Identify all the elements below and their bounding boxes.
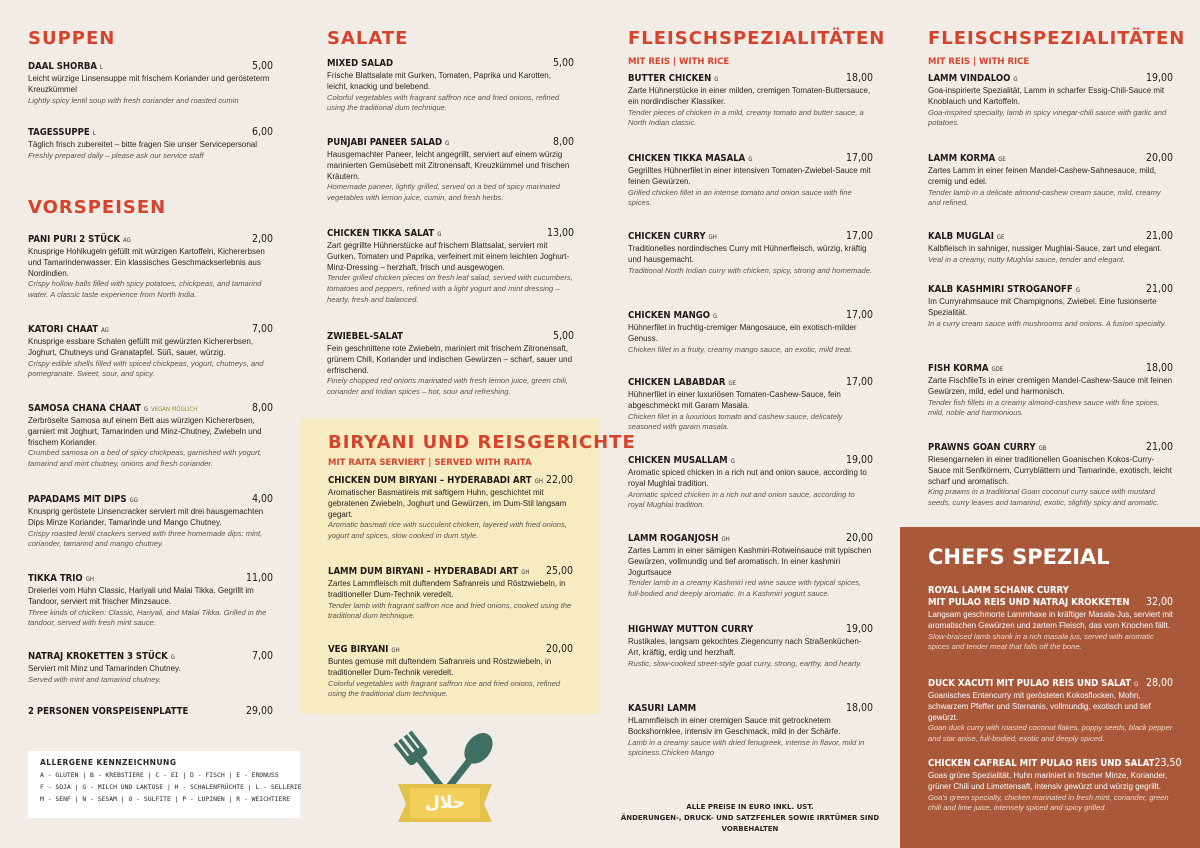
item-description-en: Colorful vegetables with fragrant saffron rice and fried onions, refined using the traditional dum technique.: [328, 678, 561, 699]
section-title-fleisch-1: FLEISCHSPEZIALITÄTEN: [628, 28, 886, 49]
menu-item-duck-xacuti: [928, 677, 1173, 745]
item-price: 32,00: [1145, 596, 1173, 608]
item-description-en: Finely chopped red onions marinated with fresh lemon juice, green chili, coriander and Indian spices – hot, sour and refreshing.: [327, 376, 569, 397]
item-name: CHICKEN MUSALLAM: [628, 455, 728, 466]
allergen-codes: GB: [1038, 445, 1047, 452]
item-description-de: Knusprige Hohlkugeln gefüllt mit würzigen Kartoffeln, Kichererbsen und Tamarindenwasser. Ein klassisches Geschmackserlebnis aus Nordindien.: [28, 247, 265, 278]
menu-item-chicken-dum-biryani: [328, 474, 573, 542]
item-description-en: Tender grilled chicken pieces on fresh leaf salad, served with cucumbers, tomatoes and peppers, refined with a light yogurt and mint dressing – hearty, fresh and balanced.: [327, 273, 573, 304]
allergen-codes: GH: [85, 576, 94, 583]
item-price: 13,00: [546, 227, 574, 239]
menu-item-chicken-mango: [628, 309, 873, 355]
menu-item-chicken-musallam: [628, 454, 873, 511]
menu-item-punjabi-paneer-salad: [327, 136, 574, 204]
item-description-de: Zart gegrillte Hühnerstücke auf frischem Blattsalat, serviert mit Gurken, Tomaten und Paprika, verfeinert mit einem leichten Joghurt-Minz-Dressing – herzhaft, frisch und ausgewogen.: [327, 241, 570, 272]
menu-item-katori-chaat: [28, 323, 273, 380]
item-name: LAMM ROGANJOSH: [628, 533, 719, 544]
item-name: PAPADAMS MIT DIPS: [28, 494, 127, 505]
item-price: 8,00: [251, 402, 273, 414]
allergen-codes: L: [92, 130, 96, 137]
item-description-de: Aromatischer Basmatireis mit saftigem Huhn, geschichtet mit gebratenen Zwiebeln, Joghurt und Gewürzen, im Dum-Stil langsam gegart.: [328, 488, 567, 519]
item-description-en: Traditional North Indian curry with chicken, spicy, strong and homemade.: [628, 265, 873, 275]
item-description-de: Goa-inspirierte Spezialität, Lamm in scharfer Essig-Chili-Sauce mit Knoblauch und Kartoffeln.: [928, 86, 1165, 106]
allergen-legend-title: ALLERGENE KENNZEICHNUNG: [40, 758, 177, 767]
menu-item-mixed-salad: [327, 57, 574, 114]
item-name: LAMM KORMA: [928, 153, 996, 164]
allergen-codes: GH: [721, 536, 730, 543]
allergen-codes: G: [748, 156, 753, 163]
menu-item-vorspeisenplatte: [28, 705, 273, 717]
item-price: 5,00: [552, 57, 574, 69]
menu-item-chicken-cafreal: [928, 757, 1182, 814]
item-price: 17,00: [845, 152, 873, 164]
item-name: FISH KORMA: [928, 363, 989, 374]
item-description-de: Zerbröselte Samosa auf einem Bett aus würzigen Kichererbsen, garniert mit Joghurt, Tamarinden und Minz-Chutney, Zwiebeln und frischem Koriander.: [28, 416, 262, 447]
item-description-de: Zarte FischfileTs in einer cremigen Mandel-Cashew-Sauce mit feinen Gewürzen, mild, edel und harmonisch.: [928, 376, 1173, 396]
menu-item-highway-mutton-curry: [628, 623, 873, 669]
allergen-codes: G: [1134, 681, 1139, 688]
item-name: KATORI CHAAT: [28, 324, 99, 335]
item-name: LAMM DUM BIRYANI – HYDERABADI ART: [328, 566, 519, 577]
item-description-de: Hühnerfilet in fruchtig-cremiger Mangosauce, ein exotisch-milder Genuss.: [628, 323, 857, 343]
menu-item-lamm-vindaloo: [928, 72, 1173, 129]
item-description-en: Crispy hollow balls filled with spicy potatoes, chickpeas, and tamarind water. A classic taste experience from North India.: [28, 279, 262, 300]
item-price: 7,00: [251, 650, 273, 662]
item-description-en: Goa-inspired specialty, lamb in spicy vinegar-chili sauce with garlic and potatoes.: [928, 107, 1167, 128]
item-price: 18,00: [1145, 362, 1173, 374]
item-name: DAAL SHORBA: [28, 61, 98, 72]
menu-item-lamm-dum-biryani: [328, 565, 573, 622]
item-description-en: Goa's green specialty, chicken marinated in fresh mint, coriander, green chili and lime juice, intensely spiced and spicy grilled.: [928, 792, 1169, 813]
item-name: CHICKEN CURRY: [628, 231, 706, 242]
item-description-en: Crispy roasted lentil crackers served with three homemade dips: mint, coriander, tamarind and mango chutney.: [28, 528, 263, 549]
item-name: CHICKEN TIKKA SALAT: [327, 228, 435, 239]
item-description-en: Chicken filet in a luxurious tomato and cashew sauce, delicately seasoned with garam masala.: [628, 411, 843, 432]
item-description-de: Dreierlei vom Huhn Classic, Hariyali und Malai Tikka. Gegrillt im Tandoor, serviert mit frischer Minzsauce.: [28, 586, 254, 606]
item-description-de: Gegrilltes Hühnerfilet in einer intensiven Tomaten-Zwiebel-Sauce mit feinen Gewürzen.: [628, 166, 871, 186]
menu-item-chicken-curry: [628, 230, 873, 276]
item-description-de: Buntes gemuse mit duftendem Safranreis und Röstzwiebeln, in traditioneller Dum-Technik veredelt.: [328, 657, 552, 677]
menu-item-kalb-kashmiri-stroganoff: [928, 283, 1173, 329]
item-name: PANI PURI 2 STÜCK: [28, 234, 120, 245]
item-description-de: Zartes Lammfleisch mit duftendem Safranreis und Röstzwiebeln, in traditioneller Dum-Technik veredelt.: [328, 579, 566, 599]
item-price: 4,00: [251, 493, 273, 505]
allergen-codes: AG: [123, 237, 131, 244]
allergen-codes: L: [100, 64, 104, 71]
item-price: 8,00: [552, 136, 574, 148]
section-title-vorspeisen: VORSPEISEN: [28, 197, 167, 218]
item-description-en: Crispy edible shells filled with spiced chickpeas, yogurt, chutneys, and pomegranate. Sweet, sour, and spicy.: [28, 358, 264, 379]
allergen-codes: G: [1075, 287, 1080, 294]
item-name: TAGESSUPPE: [28, 127, 90, 138]
allergen-codes: G: [714, 76, 719, 83]
item-description-en: Aromatic basmati rice with succulent chicken, layered with fried onions, yogurt and spices, slow cooked in dum style.: [328, 520, 567, 541]
item-price: 21,00: [1145, 230, 1173, 242]
section-title-salate: SALATE: [327, 28, 409, 49]
item-name: CHICKEN DUM BIRYANI – HYDERABADI ART: [328, 475, 532, 486]
item-description-en: Lamb in a creamy sauce with dried fenugreek, intense in flavor, mild in spiciness.Chicken Mango: [628, 737, 865, 758]
menu-item-papadams: [28, 493, 273, 550]
biryani-section: [300, 418, 636, 714]
allergen-legend-line: A - GLUTEN | B - KREBSTIERE | C - EI | D - FISCH | E - ERDNUSS: [40, 771, 279, 779]
menu-item-royal-lamm-schank: [928, 585, 1173, 653]
item-description-de: Fein geschnittene rote Zwiebeln, mariniert mit frischem Zitronensaft, grünem Chili, Koriander und indischen Gewürzen – scharf, sauer und erfrischend.: [327, 344, 573, 375]
item-description-en: Served with mint and tamarind chutney.: [28, 674, 161, 684]
item-description-de: Im Curryrahmsauce mit Champignons, Zwiebel. Eine fusionserte Spezialität.: [928, 297, 1157, 317]
item-price: 21,00: [1145, 283, 1173, 295]
item-description-en: Tender lamb in a delicate almond-cashew cream sauce, mild, creamy and refined.: [928, 187, 1161, 208]
allergen-legend-line: M - SENF | N - SESAM | O - SULFITE | P - LUPINEN | R - WEICHTIERE: [40, 795, 291, 803]
item-description-en: Lightly spicy lentil soup with fresh coriander and roasted cumin: [28, 95, 239, 105]
item-description-de: Serviert mit Minz und Tamarinden Chutney.: [28, 664, 181, 673]
item-price: 25,00: [545, 565, 573, 577]
item-name: VEG BIRYANI: [328, 644, 389, 655]
item-description-en: Chicken fillet in a fruity, creamy mango sauce, an exotic, mild treat.: [628, 344, 853, 354]
item-price: 19,00: [1145, 72, 1173, 84]
item-name: MIXED SALAD: [327, 58, 394, 69]
item-description-en: Homemade paneer, lightly grilled, served on a bed of spicy marinated vegetables with lemon juice, cumin, and fresh herbs.: [327, 182, 561, 203]
vegan-badge: VEGAN MÖGLICH: [151, 406, 198, 413]
item-price: 18,00: [845, 702, 873, 714]
menu-item-fish-korma: [928, 362, 1173, 419]
menu-item-lamm-korma: [928, 152, 1173, 209]
halal-text: حلال: [425, 793, 465, 813]
item-name: ROYAL LAMM SCHANK CURRY: [928, 585, 1069, 596]
price-disclaimer-line: ALLE PREISE IN EURO INKL. UST.: [686, 803, 814, 811]
section-title-fleisch-2: FLEISCHSPEZIALITÄTEN: [928, 28, 1186, 49]
allergen-legend-line: F - SOJA | G - MILCH UND LAKTOSE | H - SCHALENFRÜCHTE | L - SELLERIE: [40, 783, 302, 791]
item-description-en: Tender pieces of chicken in a mild, creamy tomato and butter sauce, a North Indian classic.: [628, 107, 864, 128]
item-description-en: Colorful vegetables with fragrant saffron rice and fried onions, refined using the traditional dum technique.: [327, 92, 560, 113]
allergen-codes: GH: [708, 234, 717, 241]
item-name: KALB MUGLAI: [928, 231, 994, 242]
allergen-codes: GDE: [991, 366, 1004, 373]
allergen-codes: GG: [129, 497, 138, 504]
item-description-en: Freshly prepared daily – please ask our service staff: [28, 150, 204, 160]
menu-item-pani-puri: [28, 233, 273, 301]
item-description-de: Leicht würzige Linsensuppe mit frischem Koriander und gerösteterm Kreuzkümmel: [28, 74, 270, 94]
item-name: PRAWNS GOAN CURRY: [928, 442, 1036, 453]
item-price: 19,00: [845, 454, 873, 466]
section-title-biryani: BIRYANI UND REISGERICHTE: [328, 432, 636, 453]
menu-item-natraj-kroketten: [28, 650, 273, 686]
chefs-special-section: [900, 527, 1200, 848]
menu-item-tagessuppe: [28, 126, 273, 162]
price-disclaimer: [600, 802, 900, 835]
allergen-codes: GE: [998, 156, 1006, 163]
item-description-en: Grilled chicken fillet in an intense tomato and onion sauce with fine spices.: [628, 187, 852, 208]
price-disclaimer-line: ÄNDERUNGEN-, DRUCK- UND SATZFEHLER SOWIE IRRTÜMER SIND VORBEHALTEN: [620, 814, 880, 833]
item-name-line2: MIT PULAO REIS UND NATRAJ KROKKETEN: [928, 597, 1130, 608]
menu-item-samosa-chana-chaat: [28, 402, 273, 470]
allergen-codes: GE: [728, 380, 737, 387]
item-description-de: Zartes Lamm in einer feinen Mandel-Cashew-Sahnesauce, mild, cremig und edel.: [928, 166, 1157, 186]
item-description-en: King prawns in a traditional Goan coconut curry sauce with mustard seeds, curry leaves and tamarind, exotic, slightly spicy and aromatic.: [928, 487, 1159, 508]
item-name: KALB KASHMIRI STROGANOFF: [928, 284, 1073, 295]
item-price: 17,00: [845, 230, 873, 242]
item-price: 2,00: [251, 233, 273, 245]
menu-item-lamm-roganjosh: [628, 532, 873, 600]
allergen-codes: G: [445, 140, 450, 147]
item-price: 5,00: [251, 60, 273, 72]
section-title-chefs: CHEFS SPEZIAL: [928, 545, 1110, 569]
menu-item-daal-shorba: [28, 60, 273, 106]
item-price: 7,00: [251, 323, 273, 335]
allergen-legend: [28, 751, 300, 818]
item-price: 19,00: [845, 623, 873, 635]
allergen-codes: GH: [521, 569, 530, 576]
item-description-de: Langsam geschmorte Lammhaxe in kräftiger Masala-Jus, serviert mit aromatischen Gewürzen und zartem Fleisch, das vom Knochen fällt.: [928, 610, 1173, 630]
section-subtitle-biryani: MIT RAITA SERVIERT | SERVED WITH RAITA: [328, 458, 532, 468]
item-name: DUCK XACUTI MIT PULAO REIS UND SALAT: [928, 678, 1132, 689]
item-description-en: Tender lamb in a creamy Kashmiri red wine sauce with typical spices, full-bodied and deeply aromatic. In a Kashmiri yogurt sauce.: [628, 578, 862, 599]
allergen-codes: G: [437, 231, 442, 238]
menu-item-butter-chicken: [628, 72, 873, 129]
item-description-de: Zartes Lamm in einer sämigen Kashmiri-Rotweinsauce mit typischen Gewürzen, vollmundig und tief aromatisch. In einer kashmiri Jogurtsauce: [628, 546, 872, 577]
item-price: 17,00: [845, 309, 873, 321]
item-description-de: Goas grüne Spezialität, Huhn mariniert in frischer Minze, Koriander, grüner Chili und Limettensaft, intensiv gewürzt und würzig gegrillt.: [928, 771, 1168, 791]
item-description-de: Frische Blattsalate mit Gurken, Tomaten, Paprika und Karotten, leicht, knackig und belebend.: [327, 71, 551, 91]
item-description-de: Aromatic spiced chicken in a rich nut and onion sauce, according to royal Mughlai tradition.: [628, 468, 867, 488]
halal-logo: [380, 722, 510, 832]
item-name: CHICKEN LABABDAR: [628, 377, 726, 388]
section-title-suppen: SUPPEN: [28, 28, 116, 49]
item-name: ZWIEBEL-SALAT: [327, 331, 403, 342]
item-name: SAMOSA CHANA CHAAT: [28, 403, 141, 414]
allergen-codes: AG: [101, 327, 109, 334]
menu-item-chicken-lababdar: [628, 376, 873, 433]
item-description-de: Goanisches Entencurry mit gerösteten Kokosflocken, Mohn, schwarzem Pfeffer und Sternanis, vollmundig, exotisch und tief gewürzt.: [928, 691, 1151, 722]
item-description-de: HLammfleisch in einer cremigen Sauce mit getrocknetem Bockshornklee, intensiv im Geschmack, mild in der Schärfe.: [628, 716, 841, 736]
item-description-en: Tender fish fillets in a creamy almond-cashew sauce with fine spices, mild, noble and harmonious.: [928, 397, 1160, 418]
item-description-en: Aromatic spiced chicken in a rich nut and onion sauce, according to royal Mughlai tradition.: [628, 489, 855, 510]
item-description-de: Rustikales, langsam gekochtes Ziegencurry nach Straßenküchen-Art, kräftig, erdig und herzhaft.: [628, 637, 862, 657]
item-price: 5,00: [552, 330, 574, 342]
item-price: 28,00: [1145, 677, 1173, 689]
item-description-en: Goan duck curry with roasted coconut flakes, poppy seeds, black pepper and star anise, full-bodied, exotic and deeply spiced.: [928, 723, 1173, 744]
menu-item-veg-biryani: [328, 643, 573, 700]
item-price: 20,00: [845, 532, 873, 544]
item-name: NATRAJ KROKETTEN 3 STÜCK: [28, 651, 168, 662]
item-description-de: Täglich frisch zubereitet – bitte fragen Sie unser Servicepersonal: [28, 140, 258, 149]
allergen-codes: G: [713, 313, 718, 320]
item-name: HIGHWAY MUTTON CURRY: [628, 624, 754, 635]
allergen-codes: GH: [391, 647, 400, 654]
item-description-de: Traditionelles nordindisches Curry mit Hühnerfleisch, würzig, kräftig und hausgemacht.: [628, 244, 867, 264]
item-price: 18,00: [845, 72, 873, 84]
item-name: 2 PERSONEN VORSPEISENPLATTE: [28, 706, 189, 717]
item-price: 22,00: [545, 474, 573, 486]
menu-item-tikka-trio: [28, 572, 273, 629]
item-price: 11,00: [245, 572, 273, 584]
item-price: 20,00: [545, 643, 573, 655]
allergen-codes: GH: [534, 478, 543, 485]
item-name: LAMM VINDALOO: [928, 73, 1011, 84]
menu-item-kasuri-lamm: [628, 702, 873, 759]
allergen-codes: G: [730, 458, 735, 465]
item-description-en: Three kinds of chicken: Classic, Hariyali, and Malai Tikka. Grilled in the tandoor, served with fresh mint sauce.: [28, 607, 267, 628]
item-name: KASURI LAMM: [628, 703, 697, 714]
item-name: BUTTER CHICKEN: [628, 73, 712, 84]
section-subtitle-fleisch-1: MIT REIS | WITH RICE: [628, 57, 730, 67]
allergen-codes: G: [143, 406, 148, 413]
allergen-codes: G: [1013, 76, 1018, 83]
item-name: CHICKEN CAFREAL MIT PULAO REIS UND SALAT: [928, 758, 1155, 769]
menu-item-chicken-tikka-salat: [327, 227, 574, 306]
menu-item-chicken-tikka-masala: [628, 152, 873, 209]
allergen-codes: GE: [996, 234, 1005, 241]
item-name: TIKKA TRIO: [28, 573, 83, 584]
item-description-de: Knusprig geröstete Linsencracker serviert mit drei hausgemachten Dips Minze Koriander, Tamarinde und Mango Chutney.: [28, 507, 264, 527]
menu-item-zwiebel-salat: [327, 330, 574, 398]
menu-item-kalb-muglai: [928, 230, 1173, 266]
item-price: 20,00: [1145, 152, 1173, 164]
item-description-de: Kalbfleisch in sahniger, nussiger Mughlai-Sauce, zart und elegant.: [928, 244, 1162, 253]
item-description-de: Knusprige essbare Schalen gefüllt mit gewürzten Kichererbsen, Joghurt, Chutneys und Granatapfel. Süß, sauer, würzig.: [28, 337, 254, 357]
item-description-en: Slow-braised lamb shank in a rich masala jus, served with aromatic spices and tender meat that falls off the bone.: [928, 631, 1154, 652]
item-price: 23,50: [1154, 757, 1182, 769]
item-price: 6,00: [251, 126, 273, 138]
menu-item-prawns-goan-curry: [928, 441, 1173, 509]
item-description-en: Rustic, slow-cooked street-style goat curry, strong, earthy, and hearty.: [628, 658, 862, 668]
item-name: CHICKEN TIKKA MASALA: [628, 153, 746, 164]
item-name: PUNJABI PANEER SALAD: [327, 137, 443, 148]
item-description-de: Hühnerfilet in einer luxuriösen Tomaten-Cashew-Sauce, fein abgeschmeckt mit Garam Masala.: [628, 390, 841, 410]
item-description-de: Hausgemachter Paneer, leicht angegrillt, serviert auf einem würzig marinierten Gemüsebett mit Zitronensaft, Kreuzkümmel und frischen Kräutern.: [327, 150, 570, 181]
section-subtitle-fleisch-2: MIT REIS | WITH RICE: [928, 57, 1030, 67]
item-price: 17,00: [845, 376, 873, 388]
item-description-en: Veal in a creamy, nutty Mughlai sauce, tender and elegant.: [928, 254, 1126, 264]
item-description-en: Crumbed samosa on a bed of spicy chickpeas, garnished with yogurt, tamarind and mint chutney, onions and fresh coriander.: [28, 448, 262, 469]
item-name: CHICKEN MANGO: [628, 310, 711, 321]
allergen-codes: G: [170, 654, 175, 661]
item-description-en: Tender lamb with fragrant saffron rice and fried onions, cooked using the traditional dum technique.: [328, 600, 572, 621]
item-description-de: Riesengarnelen in einer traditionellen Goanischen Kokos-Curry-Sauce mit Senfkörnern, Curryblättern und Tamarinde, exotisch, leicht scharf und aromatisch.: [928, 455, 1172, 486]
item-price: 29,00: [245, 705, 273, 717]
item-description-en: In a curry cream sauce with mushrooms and onions. A fusion specialty.: [928, 318, 1167, 328]
item-description-de: Zarte Hühnerstücke in einer milden, cremigen Tomaten-Buttersauce, ein nordindischer Klassiker.: [628, 86, 871, 106]
item-price: 21,00: [1145, 441, 1173, 453]
